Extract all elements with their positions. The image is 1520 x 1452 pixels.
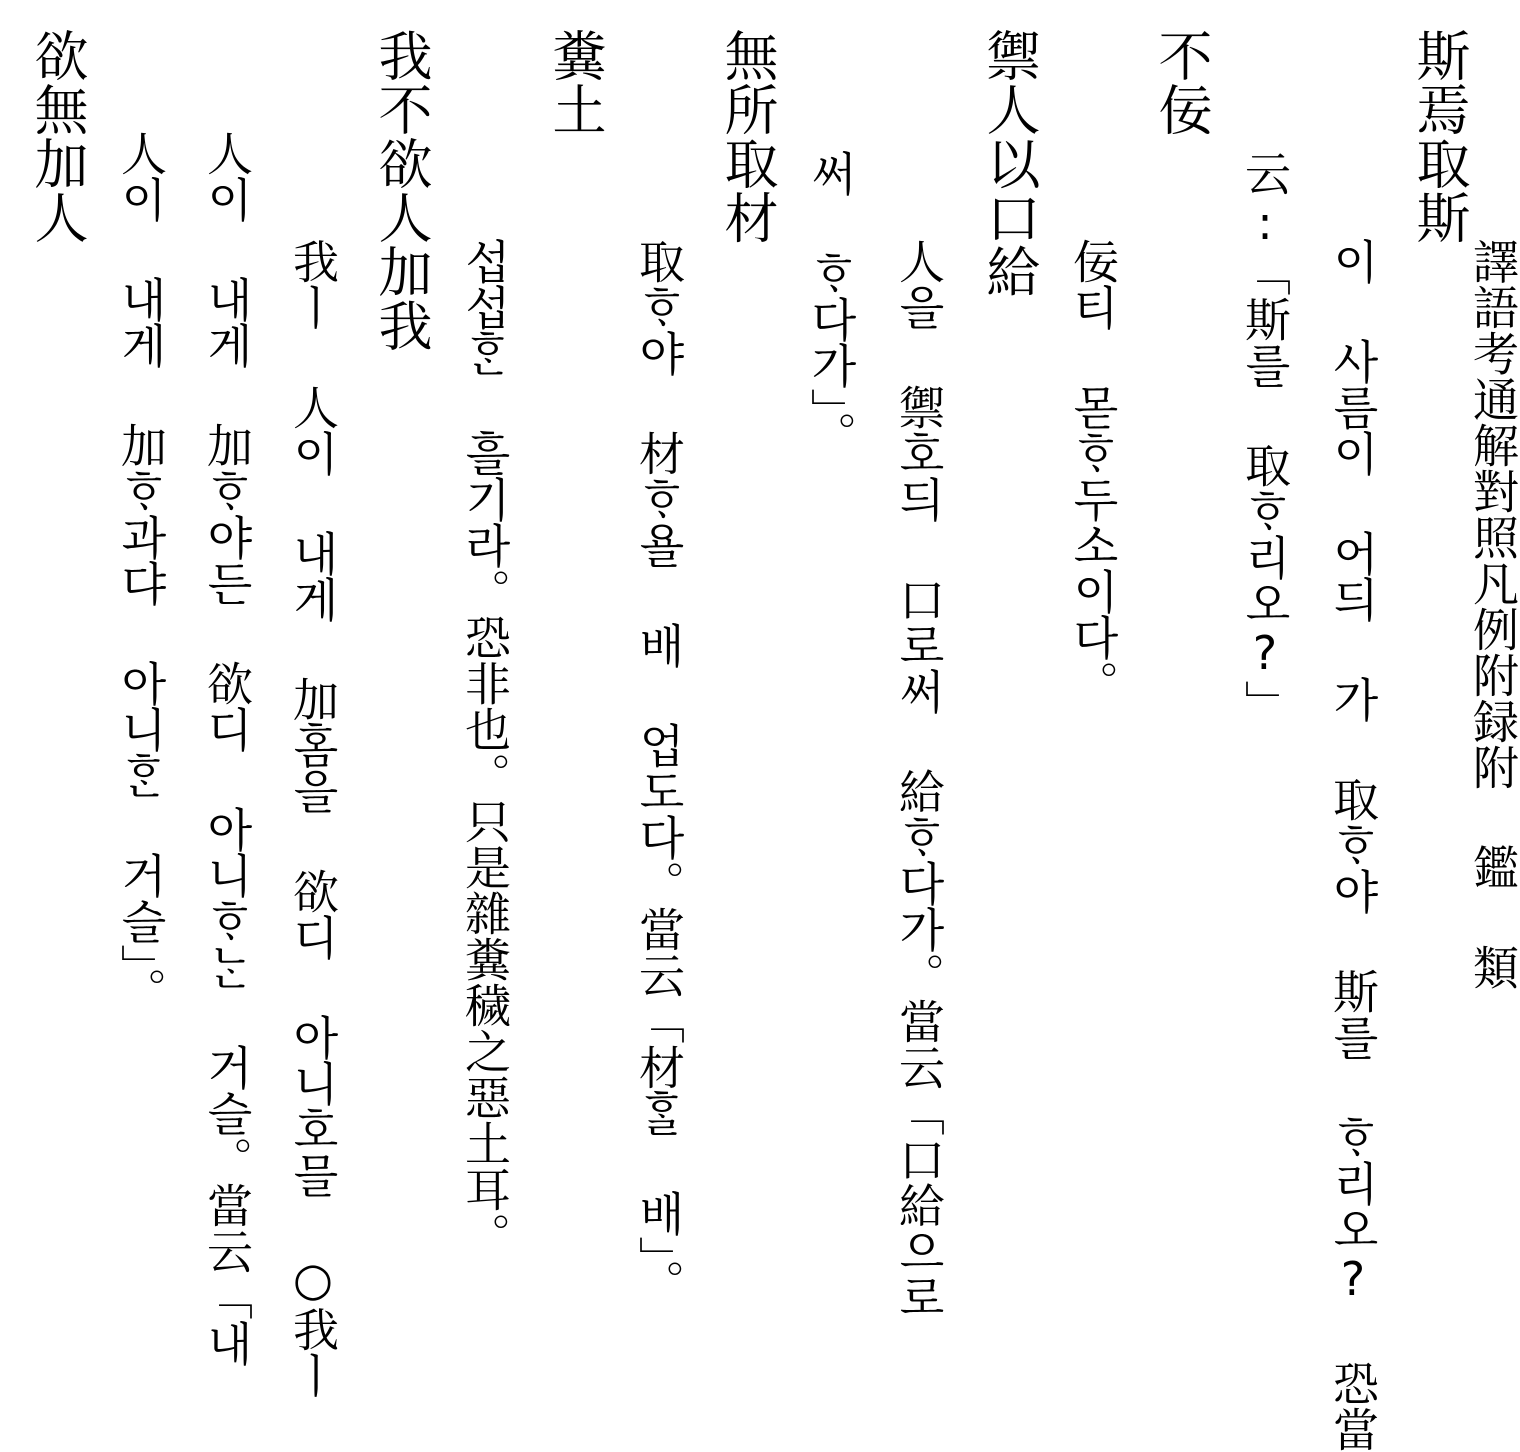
gloss-column-1: 이 사름이 어듸 가 取ᄒᆞ야 斯를 ᄒᆞ리오? 恐當 (1326, 238, 1380, 1452)
gloss-column-2: 云:「斯를 取ᄒᆞ리오?」 (1238, 150, 1292, 726)
gloss-column-10: 人이 내게 加ᄒᆞ과댜 아니ᄒᆞᆫ 거슬」。 (114, 130, 168, 1013)
headword-column-2: 不佞 (1150, 28, 1213, 136)
gloss-column-7: 섭섭ᄒᆞᆫ 흘기라。恐非也。只是雜糞穢之惡土耳。 (458, 238, 512, 1258)
gloss-column-8: 我ㅣ 人이 내게 加홈을 欲디 아니호믈 ○我ㅣ (286, 238, 340, 1398)
gloss-column-6: 取ᄒᆞ야 材ᄒᆞ욜 배 업도다。當云「材ᄒᆞᆯ 배」。 (632, 238, 686, 1305)
headword-column-3: 禦人以口給 (978, 28, 1041, 298)
gloss-column-3: 佞티 몯ᄒᆞ두소이다。 (1066, 238, 1120, 706)
headword-column-4: 無所取材 (716, 28, 779, 244)
gloss-column-9: 人이 내게 加ᄒᆞ야든 欲디 아니ᄒᆞᄂᆞᆫ 거슬。當云「내 (200, 130, 254, 1366)
headword-column-7: 欲無加人 (26, 28, 89, 244)
cropped-edge-text: 譯語考通解對照凡例附録附 鑑 類 (1466, 238, 1520, 990)
gloss-column-4: 人을 禦호듸 口로써 給ᄒᆞ다가。當云「口給으로 (892, 238, 946, 1320)
cropped-edge-column (1466, 0, 1520, 1401)
gloss-column-5: 써 ᄒᆞ다가」。 (804, 150, 858, 457)
headword-column-5: 糞土 (544, 28, 607, 136)
headword-column-1: 斯焉取斯 (1408, 28, 1471, 244)
headword-column-6: 我不欲人加我 (370, 28, 433, 352)
